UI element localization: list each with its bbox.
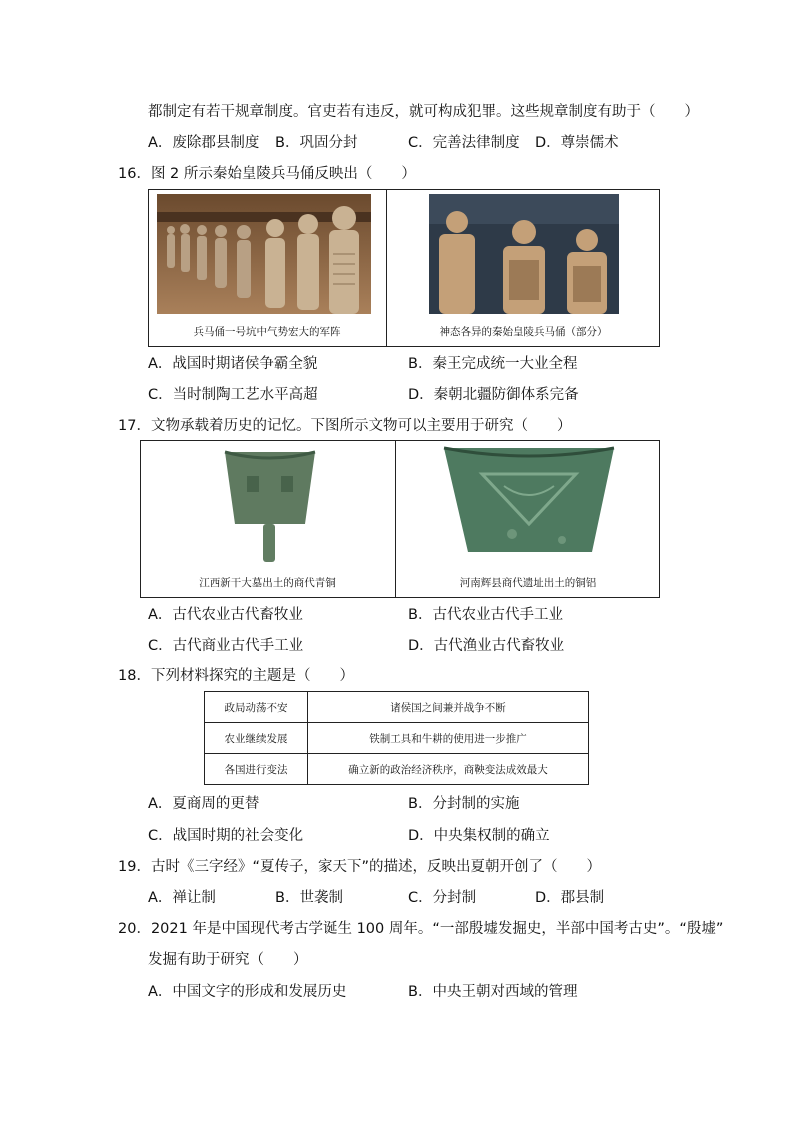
table-row (205, 754, 589, 785)
q15-stem-continuation: 都制定有若干规章制度。官吏若有违反，就可构成犯罪。这些规章制度有助于（ ） (148, 104, 699, 120)
q19-option-d: D．郡县制 (535, 890, 605, 906)
bronze-vessel-photo (442, 444, 616, 560)
q17-option-b: B．古代农业古代手工业 (408, 607, 563, 623)
q15-option-b: B．巩固分封 (275, 135, 358, 151)
q16-option-c: C．当时制陶工艺水平高超 (148, 387, 318, 403)
q20-stem-line2: 发掘有助于研究（ ） (148, 952, 308, 968)
q15-option-a: A．废除郡县制度 (148, 135, 260, 151)
q18-row2-topic: 农业继续发展 (205, 723, 308, 754)
q18-stem: 18．下列材料探究的主题是（ ） (118, 668, 354, 684)
q19-stem: 19．古时《三字经》“夏传子，家天下”的描述，反映出夏朝开创了（ ） (118, 859, 601, 875)
q17-option-a: A．古代农业古代畜牧业 (148, 607, 303, 623)
q18-row1-detail: 诸侯国之间兼并战争不断 (308, 692, 589, 723)
q18-material-table (204, 691, 589, 785)
q17-option-d: D．古代渔业古代畜牧业 (408, 638, 565, 654)
q19-option-a: A．禅让制 (148, 890, 216, 906)
q20-option-b: B．中央王朝对西域的管理 (408, 984, 578, 1000)
terracotta-warriors-portrait-photo (429, 194, 619, 314)
q18-row3-topic: 各国进行变法 (205, 754, 308, 785)
q16-caption-left: 兵马俑一号坑中气势宏大的军阵 (193, 326, 341, 338)
terracotta-army-pit-photo (157, 194, 371, 314)
q17-option-c: C．古代商业古代手工业 (148, 638, 304, 654)
q18-row3-detail: 确立新的政治经济秩序，商鞅变法成效最大 (308, 754, 589, 785)
bronze-bell-photo (215, 446, 325, 566)
q17-stem: 17．文物承载着历史的记忆。下图所示文物可以主要用于研究（ ） (118, 418, 572, 434)
q16-option-b: B．秦王完成统一大业全程 (408, 356, 578, 372)
q19-option-c: C．分封制 (408, 890, 477, 906)
q18-row1-topic: 政局动荡不安 (205, 692, 308, 723)
q18-option-c: C．战国时期的社会变化 (148, 828, 304, 844)
q18-option-a: A．夏商周的更替 (148, 796, 260, 812)
q17-caption-left: 江西新干大墓出土的商代青铜 (199, 577, 336, 589)
q15-option-c: C．完善法律制度 (408, 135, 520, 151)
q16-option-d: D．秦朝北疆防御体系完备 (408, 387, 579, 403)
q18-option-d: D．中央集权制的确立 (408, 828, 550, 844)
q16-option-a: A．战国时期诸侯争霸全貌 (148, 356, 318, 372)
table-row (205, 692, 589, 723)
q16-caption-right: 神态各异的秦始皇陵兵马俑（部分） (439, 326, 608, 338)
q18-row2-detail: 铁制工具和牛耕的使用进一步推广 (308, 723, 589, 754)
q18-option-b: B．分封制的实施 (408, 796, 520, 812)
q17-caption-right: 河南辉县商代遗址出土的铜铝 (459, 577, 597, 589)
table-row (205, 723, 589, 754)
q20-option-a: A．中国文字的形成和发展历史 (148, 984, 347, 1000)
q15-option-d: D．尊崇儒术 (535, 135, 619, 151)
q20-stem-line1: 20．2021 年是中国现代考古学诞生 100 周年。“一部殷墟发掘史，半部中国考古史”。“殷墟” (118, 921, 724, 937)
q19-option-b: B．世袭制 (275, 890, 343, 906)
q16-stem: 16．图 2 所示秦始皇陵兵马俑反映出（ ） (118, 166, 416, 182)
